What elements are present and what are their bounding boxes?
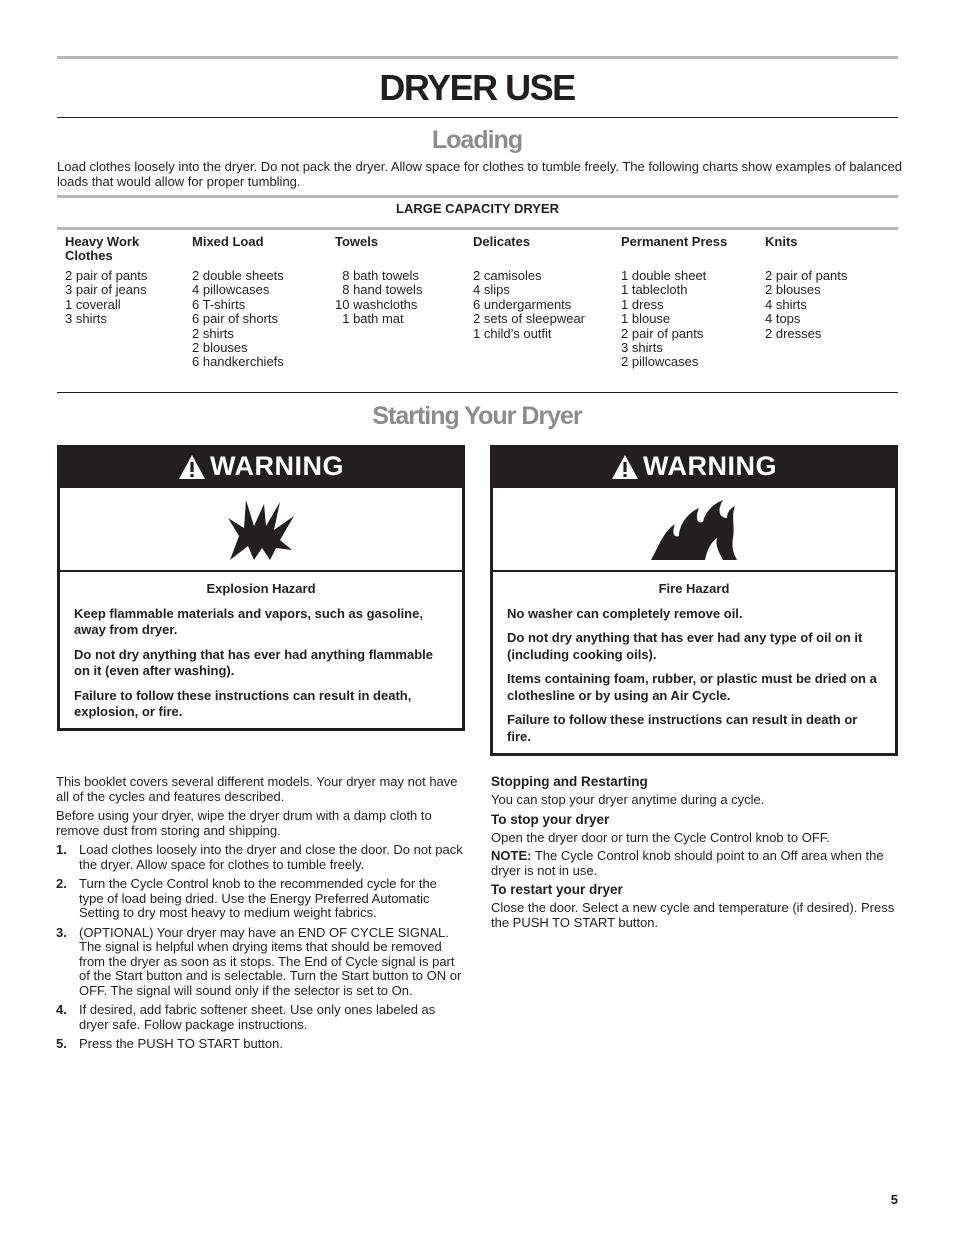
load-item: 2 blouses: [192, 340, 248, 356]
explosion-icon-panel: [60, 485, 462, 572]
load-item: 6 undergarments: [473, 296, 572, 312]
warning-banner: [493, 448, 895, 485]
load-item: 3 shirts: [65, 311, 107, 327]
load-column-header: Mixed Load: [192, 234, 264, 249]
starting-heading: Starting Your Dryer: [372, 402, 582, 430]
load-item: 2 camisoles: [473, 268, 542, 283]
step-text: Load clothes loosely into the dryer and close the door. Do not pack the dryer. Allow space for clothes to tumble freely.: [79, 842, 463, 872]
load-item: 6 handkerchiefs: [192, 354, 284, 370]
load-item: 2 blouses: [765, 282, 821, 298]
table-bottom-rule: [57, 392, 898, 393]
load-item: 1 dress: [621, 296, 664, 312]
loading-intro: Load clothes loosely into the dryer. Do not pack the dryer. Allow space for clothes to tumble freely. The following charts show examples of balanced loads that would allow for proper tumbling.: [57, 159, 902, 189]
step-item: [56, 1003, 464, 1032]
warning-line: Items containing foam, rubber, or plastic must be dried on a clothesline or by using an Air Cycle.: [507, 671, 877, 703]
load-column-header: Knits: [765, 234, 798, 249]
load-item: 4 slips: [473, 282, 510, 298]
steps-list: [56, 843, 464, 1052]
to-restart-heading: To restart your dryer: [491, 882, 623, 897]
load-item: 2 double sheets: [192, 268, 284, 283]
step-text: If desired, add fabric softener sheet. Use only ones labeled as dryer safe. Follow package instructions.: [79, 1002, 436, 1032]
load-column: [192, 235, 332, 370]
step-number: 1.: [56, 842, 67, 857]
warning-line: No washer can completely remove oil.: [507, 605, 743, 621]
warning-line: Do not dry anything that has ever had anything flammable on it (even after washing).: [74, 646, 433, 678]
explosion-icon: [226, 496, 296, 562]
left-instructions: [56, 775, 464, 1057]
load-item: 3 pair of jeans: [65, 282, 147, 298]
load-item: 1 blouse: [621, 311, 671, 327]
load-item: 1 tablecloth: [621, 282, 688, 298]
note-text: [491, 849, 896, 878]
loading-heading: Loading: [431, 126, 523, 154]
step-number: 3.: [56, 924, 67, 940]
prep-paragraph: Before using your dryer, wipe the dryer drum with a damp cloth to remove dust from storing and shipping.: [56, 808, 432, 838]
page-title: DRYER USE: [379, 67, 575, 108]
load-item: 2 sets of sleepwear: [473, 311, 586, 327]
load-item: 2 pair of pants: [765, 268, 848, 283]
load-item: 4 tops: [765, 311, 801, 327]
load-item: 1 bath mat: [335, 311, 404, 327]
title-rule: [57, 117, 898, 118]
stopping-restarting-text: You can stop your dryer anytime during a cycle.: [491, 792, 765, 807]
step-number: 2.: [56, 876, 67, 891]
warning-box-fire: [490, 445, 898, 756]
load-item: 8 hand towels: [335, 282, 423, 298]
to-stop-text: Open the dryer door or turn the Cycle Control knob to OFF.: [491, 829, 830, 845]
hazard-title: Explosion Hazard: [206, 581, 316, 596]
step-item: [56, 1037, 464, 1052]
top-rule: [57, 56, 898, 59]
load-item: 4 shirts: [765, 296, 807, 312]
step-text: (OPTIONAL) Your dryer may have an END OF CYCLE SIGNAL. The signal is helpful when drying items that should be removed from the dryer as soon as it stops. The End of Cycle signal is part of the Start button and is selectable. Turn the Start button to ON or OFF. The signal will sound only if the selector is set to On.: [79, 924, 462, 998]
warning-triangle-icon: [611, 454, 639, 480]
warning-line: Do not dry anything that has ever had any type of oil on it (including cooking oils).: [507, 630, 863, 662]
load-item: 2 shirts: [192, 325, 234, 341]
step-item: [56, 843, 464, 872]
page-number: 5: [890, 1192, 898, 1207]
load-column: [65, 235, 185, 327]
warning-body: [60, 572, 462, 737]
to-restart-text: Close the door. Select a new cycle and temperature (if desired). Press the PUSH TO START button.: [491, 900, 895, 930]
table-title: LARGE CAPACITY DRYER: [396, 201, 559, 216]
load-item: 4 pillowcases: [192, 282, 270, 298]
warning-line: Failure to follow these instructions can result in death or fire.: [507, 712, 858, 744]
to-stop-heading: To stop your dryer: [491, 811, 610, 827]
load-item: 6 pair of shorts: [192, 311, 278, 327]
step-text: Press the PUSH TO START button.: [79, 1036, 283, 1051]
load-item: 1 coverall: [65, 296, 121, 312]
intro-paragraph: This booklet covers several different models. Your dryer may not have all of the cycles and features described.: [56, 774, 458, 804]
load-item: 8 bath towels: [335, 268, 419, 283]
step-item: [56, 926, 464, 999]
note-label: NOTE:: [491, 848, 532, 863]
warning-banner: [60, 448, 462, 485]
load-column-header: Heavy Work Clothes: [65, 234, 140, 264]
step-text: Turn the Cycle Control knob to the recommended cycle for the type of load being dried. Use the Energy Preferred Automatic Setting to dry most heavy to medium weight fabrics.: [79, 876, 437, 920]
load-item: 1 double sheet: [621, 268, 707, 283]
warning-body: [493, 572, 895, 761]
right-instructions: [491, 774, 896, 934]
step-number: 4.: [56, 1002, 67, 1017]
warning-label: WARNING: [210, 451, 344, 481]
load-item: 6 T-shirts: [192, 296, 246, 312]
fire-icon-panel: [493, 485, 895, 572]
table-header-rule: [57, 227, 898, 230]
warning-line: Keep flammable materials and vapors, such as gasoline, away from dryer.: [74, 605, 423, 637]
step-number: 5.: [56, 1036, 67, 1051]
load-column-header: Delicates: [473, 234, 531, 249]
load-item: 1 child’s outfit: [473, 325, 552, 341]
load-column: [621, 235, 761, 370]
fire-icon: [649, 496, 739, 562]
warning-box-explosion: [57, 445, 465, 731]
load-column-header: Permanent Press: [621, 234, 728, 249]
warning-line: Failure to follow these instructions can result in death, explosion, or fire.: [74, 687, 412, 719]
load-column-header: Towels: [335, 234, 379, 249]
load-column: [473, 235, 618, 341]
hazard-title: Fire Hazard: [658, 581, 730, 596]
load-item: 10 washcloths: [335, 296, 418, 312]
load-item: 2 pair of pants: [621, 325, 704, 341]
note-body: The Cycle Control knob should point to an Off area when the dryer is not in use.: [491, 848, 884, 878]
load-item: 2 dresses: [765, 325, 822, 341]
load-column: [765, 235, 895, 341]
warning-label: WARNING: [643, 451, 777, 481]
load-column: [335, 235, 465, 327]
load-item: 3 shirts: [621, 340, 663, 356]
stopping-restarting-heading: Stopping and Restarting: [491, 774, 648, 789]
load-item: 2 pillowcases: [621, 354, 699, 370]
load-item: 2 pair of pants: [65, 268, 148, 283]
warning-triangle-icon: [178, 454, 206, 480]
table-top-rule: [57, 195, 898, 198]
step-item: [56, 877, 464, 921]
